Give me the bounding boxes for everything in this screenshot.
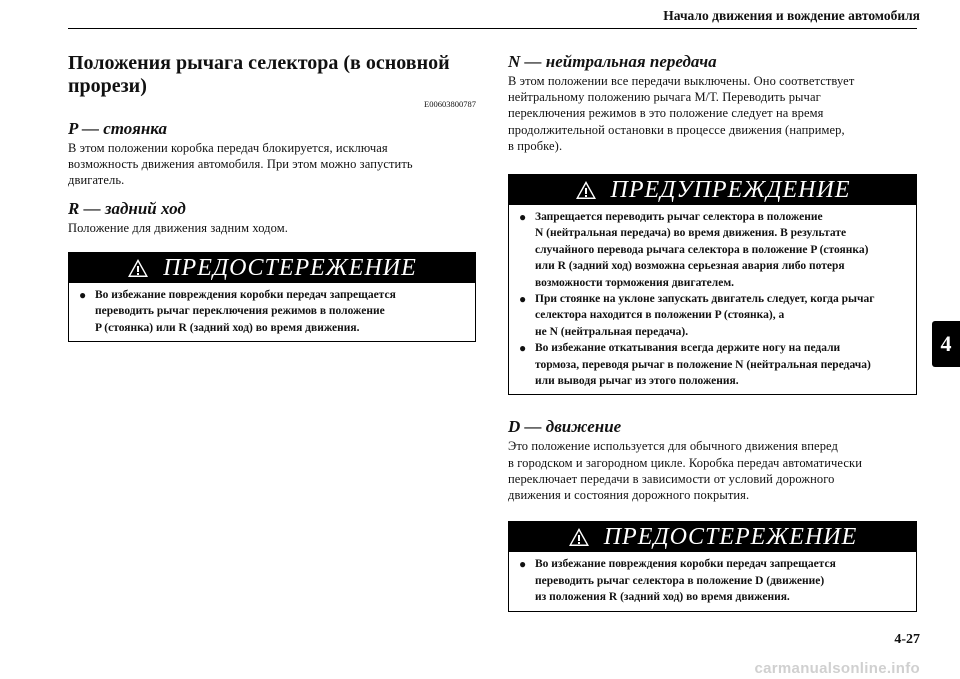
caution-bullet: ● Во избежание повреждения коробки передач запрещается переводить рычаг селектора в положение D (движение) из положения R (задний ход) во время движения. [519, 556, 908, 605]
bullet-icon: ● [519, 210, 527, 225]
r-reverse-text: Положение для движения задним ходом. [68, 220, 288, 235]
d-drive-text: Это положение используется для обычного движения вперед в городском и загородном цикле. Коробка передач автоматически переключает передачи в зависимости от условий дорожного движения и состояния дорожного покрытия. [508, 439, 862, 503]
warning-title: ПРЕДУПРЕЖДЕНИЕ [610, 177, 851, 204]
section-title [68, 52, 476, 98]
caution-body [509, 552, 916, 610]
section-title-line2: прорези) [68, 75, 147, 97]
warning-triangle-icon [127, 258, 149, 278]
caution-title: ПРЕДОСТЕРЕЖЕНИЕ [163, 254, 417, 281]
warning-body [509, 205, 916, 394]
d-drive-heading: D — движение [508, 417, 622, 437]
caution-header [509, 522, 916, 552]
warning-bullet-3: ● Во избежание откатывания всегда держите ногу на педали тормоза, переводя рычаг в положение N (нейтральная передача) или выводя рычаг из этого положения. [519, 340, 908, 389]
bullet-icon: ● [519, 557, 527, 572]
caution-body [69, 283, 475, 341]
p-park-heading: P — стоянка [68, 119, 167, 138]
chapter-tab: 4 [932, 321, 960, 367]
warning-header [509, 175, 916, 205]
warning-bullet-2: ● При стоянке на уклоне запускать двигатель следует, когда рычаг селектора находится в положении P (стоянка), а не N (нейтральная передача). [519, 291, 908, 340]
warning-bullet-1: ● Запрещается переводить рычаг селектора в положение N (нейтральная передача) во время движения. В результате случайного перевода рычага селектора в положение P (стоянка) или R (задний ход) возможна серьезная авария либо потеря возможности торможения двигателем. [519, 209, 908, 291]
running-header: Начало движения и вождение автомобиля [663, 8, 920, 23]
section-title-line1: Положения рычага селектора (в основной [68, 52, 450, 74]
bullet-icon: ● [519, 292, 527, 307]
r-reverse-heading: R — задний ход [68, 198, 186, 218]
warning-box [508, 174, 917, 395]
bullet-icon: ● [519, 341, 527, 356]
n-neutral-heading: N — нейтральная передача [508, 52, 717, 71]
page-number: 4-27 [894, 632, 920, 647]
caution-box-right [508, 521, 917, 611]
section-code: E00603800787 [424, 99, 476, 109]
n-neutral-text: В этом положении все передачи выключены. Оно соответствует нейтральному положению рычага М/Т. Переводить рычаг переключения режимов в это положение следует на время продолжительной остановки в процессе движения (например, в пробке). [508, 74, 855, 153]
left-column [68, 52, 476, 342]
p-park-text: В этом положении коробка передач блокируется, исключая возможность движения автомобиля. При этом можно запустить двигатель. [68, 141, 413, 188]
caution-box-left [68, 252, 476, 342]
header-rule [68, 28, 917, 29]
right-column [508, 52, 917, 612]
caution-title: ПРЕДОСТЕРЕЖЕНИЕ [603, 524, 858, 551]
caution-bullet: ● Во избежание повреждения коробки передач запрещается переводить рычаг переключения режимов в положение P (стоянка) или R (задний ход) во время движения. [79, 287, 467, 336]
watermark: carmanualsonline.info [754, 660, 920, 677]
caution-header [69, 253, 475, 283]
bullet-icon: ● [79, 287, 87, 302]
warning-triangle-icon [568, 527, 590, 547]
warning-triangle-icon [575, 180, 597, 200]
